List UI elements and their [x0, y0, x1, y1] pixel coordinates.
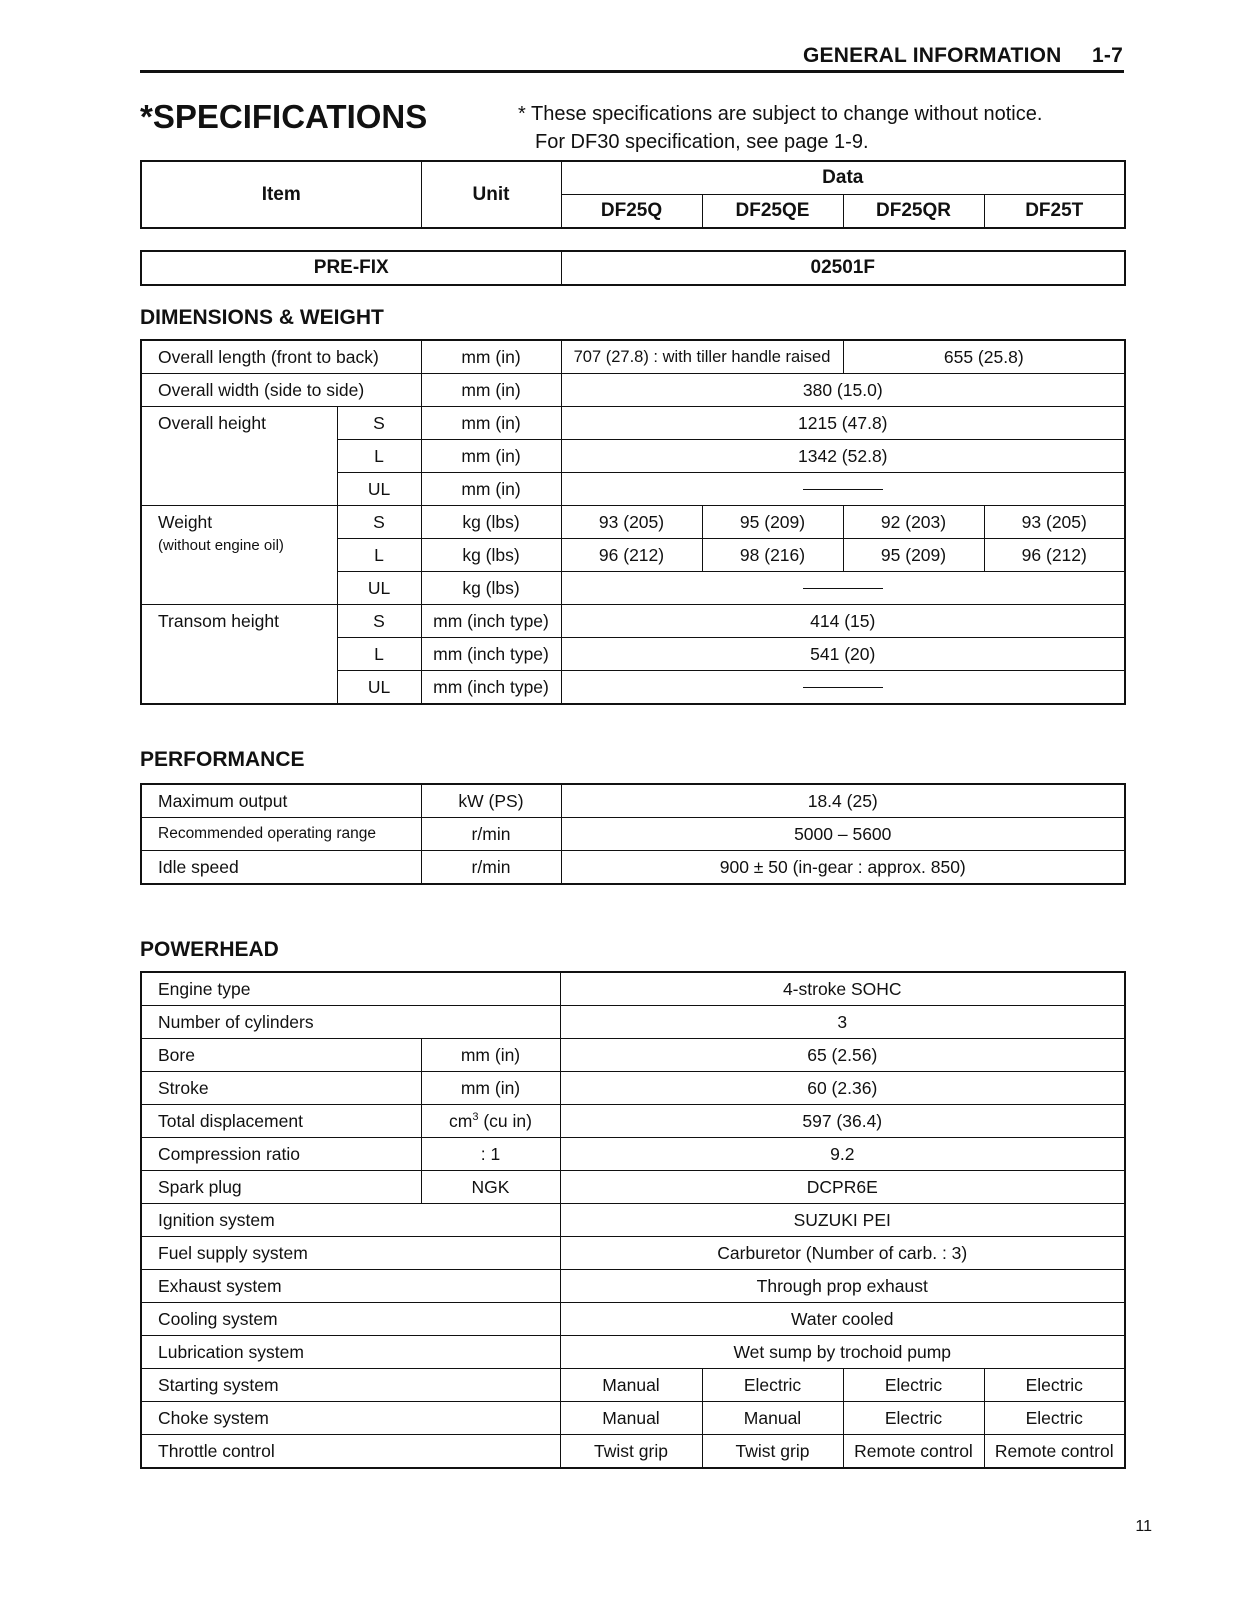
model-df25qr: DF25QR: [843, 195, 984, 229]
displacement-value: 597 (36.4): [560, 1105, 1125, 1138]
overall-height-value: 1342 (52.8): [561, 440, 1125, 473]
cylinders-value: 3: [560, 1006, 1125, 1039]
exhaust-label: Exhaust system: [141, 1270, 560, 1303]
specifications-note: [518, 100, 1042, 156]
lubrication-label: Lubrication system: [141, 1336, 560, 1369]
note-line-1: These specifications are subject to change without notice.: [531, 103, 1043, 125]
transom-height-label: Transom height: [141, 605, 337, 705]
overall-height-size: L: [337, 440, 421, 473]
dimensions-table: [140, 339, 1126, 705]
transom-unit: mm (inch type): [421, 671, 561, 705]
performance-unit: kW (PS): [421, 784, 561, 818]
overall-width-unit: mm (in): [421, 374, 561, 407]
page-title: [140, 98, 427, 136]
column-header-unit: Unit: [421, 161, 561, 228]
not-applicable-dash: [561, 572, 1125, 605]
starting-label: Starting system: [141, 1369, 560, 1402]
fuel-supply-value: Carburetor (Number of carb. : 3): [560, 1237, 1125, 1270]
choke-value-df25qr: Electric: [843, 1402, 984, 1435]
performance-label: Idle speed: [141, 851, 421, 885]
performance-unit: r/min: [421, 851, 561, 885]
weight-size: S: [337, 506, 421, 539]
column-header-table: [140, 160, 1126, 229]
overall-height-size: S: [337, 407, 421, 440]
weight-label: [141, 506, 337, 605]
overall-length-tiller: 707 (27.8) : with tiller handle raised: [561, 340, 843, 374]
header-rule: [140, 70, 1124, 73]
transom-size: S: [337, 605, 421, 638]
title-text: SPECIFICATIONS: [152, 98, 428, 135]
model-df25qe: DF25QE: [702, 195, 843, 229]
column-header-data: Data: [561, 161, 1125, 195]
overall-height-unit: mm (in): [421, 473, 561, 506]
weight-value-df25t: 96 (212): [984, 539, 1125, 572]
overall-height-size: UL: [337, 473, 421, 506]
overall-height-value: 1215 (47.8): [561, 407, 1125, 440]
displacement-unit: [421, 1105, 560, 1138]
choke-value-df25t: Electric: [984, 1402, 1125, 1435]
weight-value-df25qe: 98 (216): [702, 539, 843, 572]
powerhead-table: [140, 971, 1126, 1469]
note-asterisk: *: [518, 103, 526, 125]
dash-line: [803, 489, 883, 490]
weight-value-df25q: 96 (212): [561, 539, 702, 572]
bore-unit: mm (in): [421, 1039, 560, 1072]
spark-plug-unit: NGK: [421, 1171, 560, 1204]
section-title-powerhead: POWERHEAD: [140, 938, 279, 961]
compression-value: 9.2: [560, 1138, 1125, 1171]
section-title-dimensions: DIMENSIONS & WEIGHT: [140, 306, 384, 329]
starting-value-df25qe: Electric: [702, 1369, 843, 1402]
throttle-label: Throttle control: [141, 1435, 560, 1469]
overall-width-value: 380 (15.0): [561, 374, 1125, 407]
choke-label: Choke system: [141, 1402, 560, 1435]
weight-size: UL: [337, 572, 421, 605]
exhaust-value: Through prop exhaust: [560, 1270, 1125, 1303]
weight-unit: kg (lbs): [421, 506, 561, 539]
bore-value: 65 (2.56): [560, 1039, 1125, 1072]
transom-unit: mm (inch type): [421, 638, 561, 671]
starting-value-df25qr: Electric: [843, 1369, 984, 1402]
overall-length-unit: mm (in): [421, 340, 561, 374]
overall-width-label: Overall width (side to side): [141, 374, 421, 407]
running-header-page: 1-7: [1092, 44, 1123, 67]
throttle-value-df25q: Twist grip: [560, 1435, 702, 1469]
overall-height-unit: mm (in): [421, 407, 561, 440]
weight-unit: kg (lbs): [421, 539, 561, 572]
throttle-value-df25qr: Remote control: [843, 1435, 984, 1469]
compression-unit: : 1: [421, 1138, 560, 1171]
performance-label: Maximum output: [141, 784, 421, 818]
displacement-label: Total displacement: [141, 1105, 421, 1138]
engine-type-value: 4-stroke SOHC: [560, 972, 1125, 1006]
ignition-value: SUZUKI PEI: [560, 1204, 1125, 1237]
starting-value-df25t: Electric: [984, 1369, 1125, 1402]
overall-height-label: Overall height: [141, 407, 337, 506]
stroke-unit: mm (in): [421, 1072, 560, 1105]
not-applicable-dash: [561, 671, 1125, 705]
weight-size: L: [337, 539, 421, 572]
not-applicable-dash: [561, 473, 1125, 506]
cooling-label: Cooling system: [141, 1303, 560, 1336]
throttle-value-df25t: Remote control: [984, 1435, 1125, 1469]
dash-line: [803, 588, 883, 589]
transom-value: 541 (20): [561, 638, 1125, 671]
weight-value-df25t: 93 (205): [984, 506, 1125, 539]
compression-label: Compression ratio: [141, 1138, 421, 1171]
performance-value: 18.4 (25): [561, 784, 1125, 818]
weight-title: Weight: [158, 512, 213, 532]
prefix-table: [140, 250, 1126, 286]
model-df25q: DF25Q: [561, 195, 702, 229]
dash-line: [803, 687, 883, 688]
displacement-unit-main: cm: [449, 1110, 473, 1131]
weight-value-df25qe: 95 (209): [702, 506, 843, 539]
performance-table: [140, 783, 1126, 885]
transom-size: L: [337, 638, 421, 671]
page-number: 11: [1135, 1518, 1152, 1535]
displacement-unit-sup: 3: [472, 1110, 479, 1123]
weight-value-df25qr: 95 (209): [843, 539, 984, 572]
prefix-value: 02501F: [561, 251, 1125, 285]
performance-label: Recommended operating range: [141, 818, 421, 851]
running-header: [800, 44, 1130, 72]
ignition-label: Ignition system: [141, 1204, 560, 1237]
running-header-section: GENERAL INFORMATION: [803, 44, 1062, 67]
weight-value-df25qr: 92 (203): [843, 506, 984, 539]
weight-value-df25q: 93 (205): [561, 506, 702, 539]
section-title-performance: PERFORMANCE: [140, 748, 305, 771]
weight-sublabel: (without engine oil): [158, 537, 284, 554]
displacement-unit-rest: (cu in): [478, 1110, 532, 1131]
choke-value-df25q: Manual: [560, 1402, 702, 1435]
performance-unit: r/min: [421, 818, 561, 851]
starting-value-df25q: Manual: [560, 1369, 702, 1402]
choke-value-df25qe: Manual: [702, 1402, 843, 1435]
model-df25t: DF25T: [984, 195, 1125, 229]
throttle-value-df25qe: Twist grip: [702, 1435, 843, 1469]
title-asterisk: *: [140, 98, 153, 135]
overall-length-label: Overall length (front to back): [141, 340, 421, 374]
stroke-label: Stroke: [141, 1072, 421, 1105]
performance-value: 5000 – 5600: [561, 818, 1125, 851]
stroke-value: 60 (2.36): [560, 1072, 1125, 1105]
bore-label: Bore: [141, 1039, 421, 1072]
cylinders-label: Number of cylinders: [141, 1006, 560, 1039]
engine-type-label: Engine type: [141, 972, 560, 1006]
cooling-value: Water cooled: [560, 1303, 1125, 1336]
overall-length-other: 655 (25.8): [843, 340, 1125, 374]
spark-plug-value: DCPR6E: [560, 1171, 1125, 1204]
weight-unit: kg (lbs): [421, 572, 561, 605]
overall-height-unit: mm (in): [421, 440, 561, 473]
transom-value: 414 (15): [561, 605, 1125, 638]
lubrication-value: Wet sump by trochoid pump: [560, 1336, 1125, 1369]
prefix-label: PRE-FIX: [141, 251, 561, 285]
transom-unit: mm (inch type): [421, 605, 561, 638]
performance-value: 900 ± 50 (in-gear : approx. 850): [561, 851, 1125, 885]
note-line-2: For DF30 specification, see page 1-9.: [535, 131, 869, 153]
fuel-supply-label: Fuel supply system: [141, 1237, 560, 1270]
transom-size: UL: [337, 671, 421, 705]
column-header-item: Item: [141, 161, 421, 228]
spark-plug-label: Spark plug: [141, 1171, 421, 1204]
